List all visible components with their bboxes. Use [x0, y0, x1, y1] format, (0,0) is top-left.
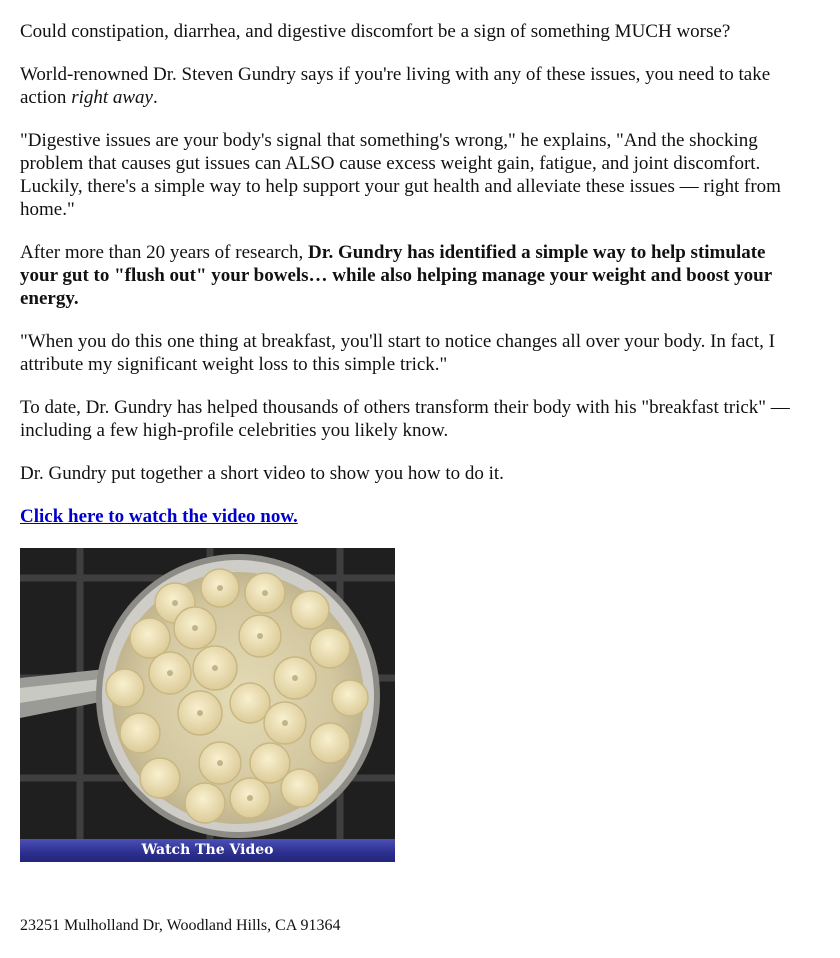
- email-body: [20, 20, 800, 548]
- video-thumbnail[interactable]: [20, 548, 395, 862]
- watch-video-banner[interactable]: Watch The Video: [20, 839, 395, 862]
- paragraph-text: World-renowned Dr. Steven Gundry says if you're living with any of these issues, you need to take action: [20, 64, 771, 108]
- paragraph-breakfast-quote: "When you do this one thing at breakfast, you'll start to notice changes all over your body. In fact, I attribute my significant weight loss to this simple trick.": [20, 331, 775, 375]
- paragraph-text: .: [153, 87, 158, 108]
- watch-video-link[interactable]: Click here to watch the video now.: [20, 506, 298, 527]
- paragraph-intro: Could constipation, diarrhea, and digestive discomfort be a sign of something MUCH worse?: [20, 21, 731, 42]
- paragraph-testimonials: To date, Dr. Gundry has helped thousands of others transform their body with his "breakfast trick" — including a few high-profile celebrities you likely know.: [20, 397, 790, 441]
- paragraph-gundry-warning: [20, 63, 800, 109]
- paragraph-quote: "Digestive issues are your body's signal that something's wrong," he explains, "And the shocking problem that causes gut issues can ALSO cause excess weight gain, fatigue, and joint discomfort. Luckily, there's a simple way to help support your gut health and alleviate these issues — right from home.": [20, 130, 781, 220]
- cta-paragraph: [20, 505, 800, 528]
- paragraph-text: After more than 20 years of research,: [20, 242, 309, 263]
- paragraph-video-intro: Dr. Gundry put together a short video to show you how to do it.: [20, 463, 504, 484]
- footer-address: 23251 Mulholland Dr, Woodland Hills, CA 91364: [20, 917, 341, 934]
- pot-of-bananas-image: [20, 548, 395, 839]
- emphasis-text: right away: [71, 87, 153, 108]
- bold-text: Dr. Gundry has identified a simple way to help stimulate your gut to "flush out" your bowels… while also helping manage your weight and boost your energy.: [20, 242, 772, 309]
- paragraph-research: [20, 241, 800, 310]
